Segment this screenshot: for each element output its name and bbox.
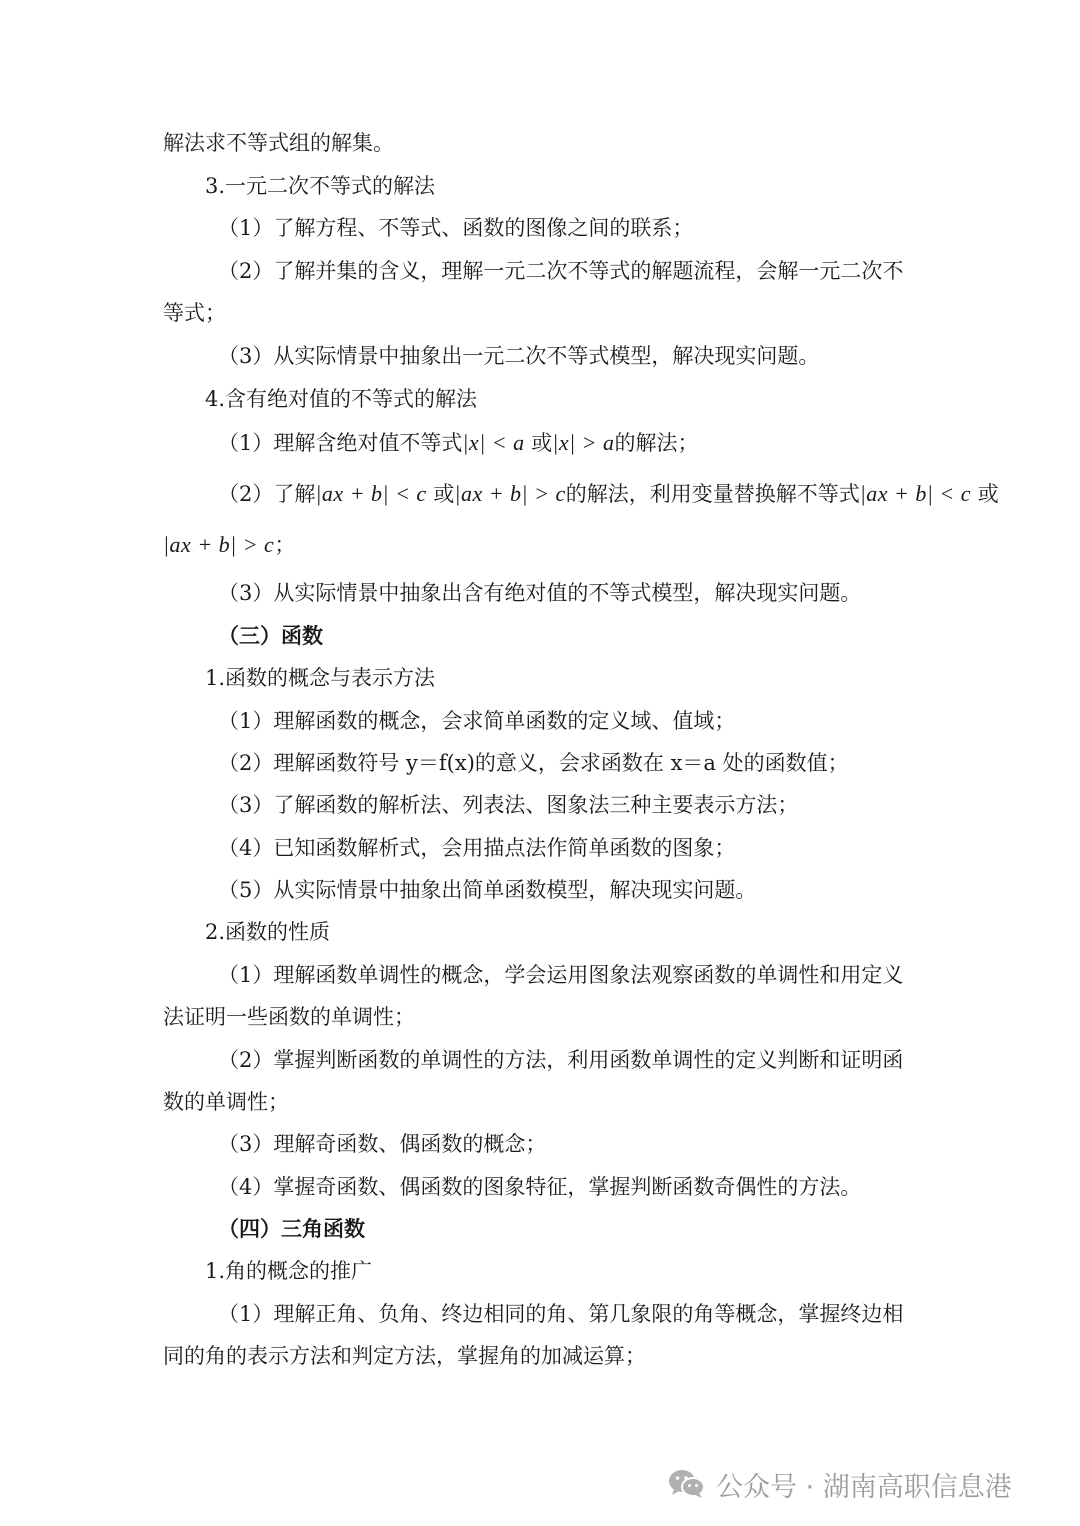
text-line: 等式； — [163, 301, 226, 325]
text-line: （3）了解函数的解析法、列表法、图象法三种主要表示方法； — [218, 793, 799, 817]
text-span: 的解法； — [614, 431, 699, 455]
text-line: （1）理解函数单调性的概念，学会运用图象法观察函数的单调性和用定义 — [218, 963, 904, 987]
text-line: （2）理解函数符号 y＝f(x)的意义，会求函数在 x＝a 处的函数值； — [218, 751, 849, 775]
math-inequality: |ax + b| > c — [454, 481, 566, 506]
text-span: 的解法，利用变量替换解不等式 — [565, 482, 860, 506]
watermark-text: 公众号 · 湖南高职信息港 — [716, 1471, 1012, 1503]
text-span: 或 — [433, 482, 455, 506]
subsection-heading: 1.角的概念的推广 — [205, 1259, 373, 1283]
text-line — [218, 479, 999, 509]
text-line: （4）掌握奇函数、偶函数的图象特征，掌握判断函数奇偶性的方法。 — [218, 1175, 862, 1199]
text-line: （1）理解正角、负角、终边相同的角、第几象限的角等概念，掌握终边相 — [218, 1302, 904, 1326]
text-span: （2）了解 — [218, 482, 316, 506]
math-inequality: |x| < a — [462, 430, 525, 455]
text-line — [163, 530, 295, 560]
text-line: （2）掌握判断函数的单调性的方法，利用函数单调性的定义判断和证明函 — [218, 1048, 904, 1072]
text-span: 或 — [531, 431, 553, 455]
section-heading: （四）三角函数 — [218, 1216, 365, 1241]
wechat-icon — [668, 1468, 706, 1500]
watermark — [668, 1462, 1012, 1506]
subsection-heading: 2.函数的性质 — [205, 920, 331, 944]
subsection-heading: 4.含有绝对值的不等式的解法 — [205, 387, 478, 411]
text-span: （1）理解含绝对值不等式 — [218, 431, 463, 455]
text-span: 或 — [977, 482, 999, 506]
text-span: ； — [274, 533, 296, 557]
section-heading: （三）函数 — [218, 623, 323, 648]
subsection-heading: 3.一元二次不等式的解法 — [205, 174, 436, 198]
text-line: （1）理解函数的概念，会求简单函数的定义域、值域； — [218, 709, 736, 733]
text-line: （1）了解方程、不等式、函数的图像之间的联系； — [218, 216, 694, 240]
text-line: 同的角的表示方法和判定方法，掌握角的加减运算； — [163, 1344, 646, 1368]
text-line: 数的单调性； — [163, 1090, 289, 1114]
math-inequality: |ax + b| > c — [163, 532, 275, 557]
text-line: （3）从实际情景中抽象出一元二次不等式模型，解决现实问题。 — [218, 344, 820, 368]
text-line: （4）已知函数解析式，会用描点法作简单函数的图象； — [218, 836, 736, 860]
text-line: （3）从实际情景中抽象出含有绝对值的不等式模型，解决现实问题。 — [218, 581, 862, 605]
math-inequality: |ax + b| < c — [859, 481, 972, 506]
math-inequality: |ax + b| < c — [315, 481, 427, 506]
text-line: （2）了解并集的含义，理解一元二次不等式的解题流程，会解一元二次不 — [218, 259, 904, 283]
subsection-heading: 1.函数的概念与表示方法 — [205, 666, 436, 690]
text-line: 解法求不等式组的解集。 — [163, 131, 394, 155]
text-line: 法证明一些函数的单调性； — [163, 1005, 415, 1029]
text-line — [218, 428, 699, 458]
math-inequality: |x| > a — [552, 430, 615, 455]
text-line: （5）从实际情景中抽象出简单函数模型，解决现实问题。 — [218, 878, 757, 902]
text-line: （3）理解奇函数、偶函数的概念； — [218, 1132, 547, 1156]
